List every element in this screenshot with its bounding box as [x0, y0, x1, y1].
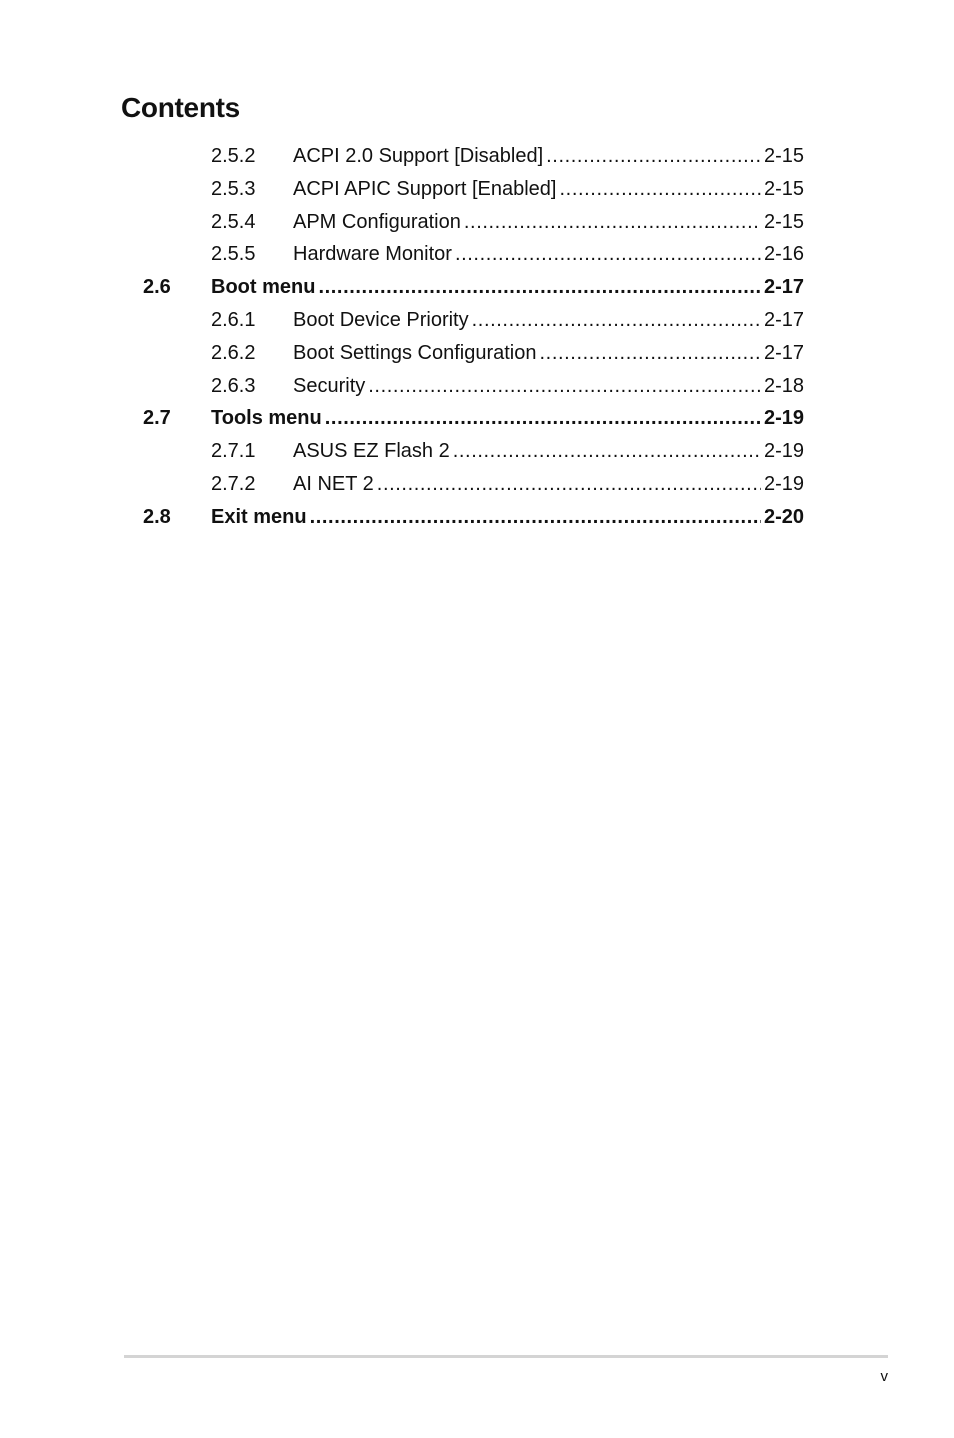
toc-section-title: Boot menu	[211, 276, 316, 299]
toc-page-number: 2-15	[763, 177, 804, 200]
toc-section-number: 2.7.1	[211, 440, 256, 463]
toc-section-title: APM Configuration	[293, 210, 461, 233]
toc-page-number: 2-15	[763, 145, 804, 167]
toc-section-number: 2.6.2	[211, 341, 256, 364]
toc-entry[interactable]	[0, 140, 954, 173]
toc-section-title: Boot Device Priority	[293, 308, 469, 331]
toc-dot-leader	[464, 206, 761, 238]
toc-entry[interactable]	[0, 402, 954, 435]
toc-entry[interactable]	[0, 238, 954, 271]
toc-section-number: 2.6.1	[211, 308, 256, 331]
toc-entry[interactable]	[0, 435, 954, 468]
toc-dot-leader	[368, 370, 761, 402]
toc-section-title: Exit menu	[211, 505, 307, 528]
toc-section-title: Tools menu	[211, 407, 322, 430]
toc-section-number: 2.6	[143, 276, 171, 299]
toc-page-number: 2-17	[763, 276, 804, 299]
toc-dot-leader	[318, 271, 761, 303]
toc-entry[interactable]	[0, 370, 954, 403]
toc-section-title: AI NET 2	[293, 472, 374, 495]
toc-section-number: 2.5.5	[211, 243, 256, 266]
toc-section-title: ACPI 2.0 Support [Disabled]	[293, 145, 544, 167]
toc-section-number: 2.7	[143, 407, 171, 430]
toc-entry[interactable]	[0, 501, 954, 534]
toc-section-title: ASUS EZ Flash 2	[293, 440, 450, 463]
toc-section-number: 2.5.4	[211, 210, 256, 233]
toc-entry[interactable]	[0, 468, 954, 501]
toc-section-number: 2.5.3	[211, 177, 256, 200]
toc-dot-leader	[540, 337, 761, 369]
toc-dot-leader	[455, 238, 761, 270]
toc-dot-leader	[310, 501, 761, 533]
toc-page-number: 2-17	[763, 308, 804, 331]
toc-section-number: 2.5.2	[211, 145, 256, 167]
footer-divider	[124, 1355, 888, 1358]
toc-entry[interactable]	[0, 173, 954, 206]
toc-section-title: Boot Settings Configuration	[293, 341, 537, 364]
toc-dot-leader	[546, 140, 761, 172]
toc-dot-leader	[377, 468, 761, 500]
toc-page-number: 2-18	[763, 374, 804, 397]
toc-dot-leader	[453, 435, 761, 467]
toc-section-title: Hardware Monitor	[293, 243, 452, 266]
toc-section-title: ACPI APIC Support [Enabled]	[293, 177, 557, 200]
toc-dot-leader	[325, 402, 761, 434]
page-number: v	[880, 1368, 888, 1385]
toc-page-number: 2-20	[763, 505, 804, 528]
toc-section-number: 2.8	[143, 505, 171, 528]
toc-dot-leader	[472, 304, 761, 336]
toc-page-number: 2-16	[763, 243, 804, 266]
toc-entry[interactable]	[0, 206, 954, 239]
page-title: Contents	[121, 92, 240, 123]
toc-page-number: 2-19	[763, 407, 804, 430]
toc-page-number: 2-19	[763, 440, 804, 463]
table-of-contents	[0, 140, 954, 534]
toc-entry[interactable]	[0, 271, 954, 304]
toc-section-title: Security	[293, 374, 366, 397]
toc-entry[interactable]	[0, 337, 954, 370]
toc-page-number: 2-15	[763, 210, 804, 233]
toc-page-number: 2-17	[763, 341, 804, 364]
toc-dot-leader	[560, 173, 761, 205]
toc-entry[interactable]	[0, 304, 954, 337]
toc-page-number: 2-19	[763, 472, 804, 495]
toc-section-number: 2.6.3	[211, 374, 256, 397]
toc-section-number: 2.7.2	[211, 472, 256, 495]
